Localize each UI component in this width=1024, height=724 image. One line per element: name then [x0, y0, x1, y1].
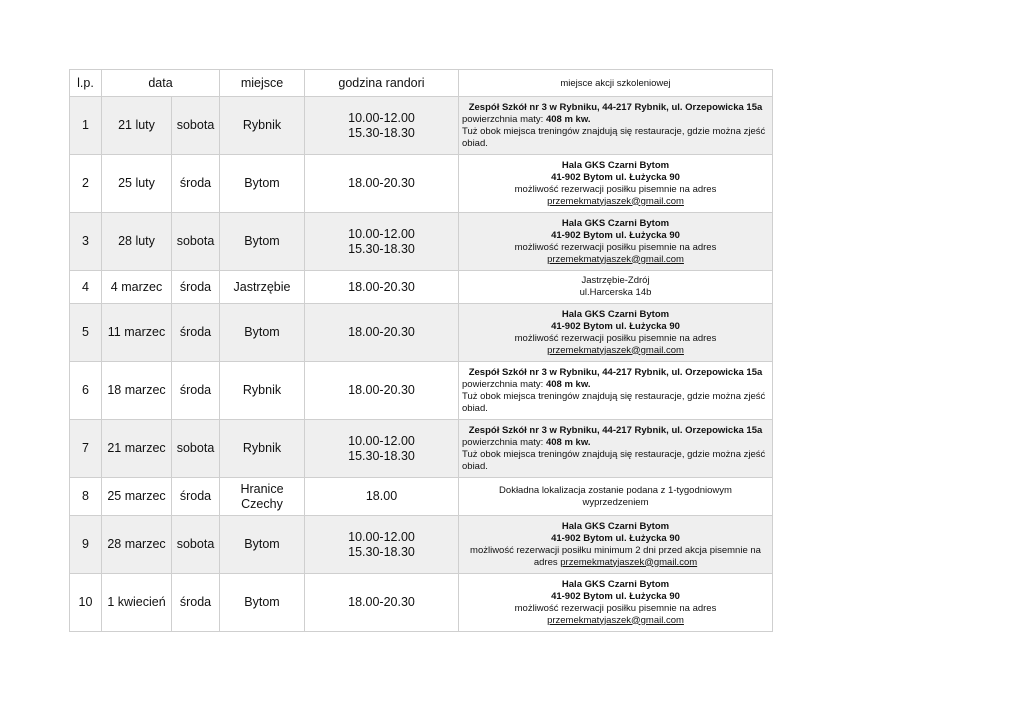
location-note: możliwość rezerwacji posiłku pisemnie na adres	[514, 183, 717, 195]
row-location	[459, 271, 773, 304]
row-city: Bytom	[220, 516, 305, 574]
location-note: możliwość rezerwacji posiłku pisemnie na adres	[514, 602, 717, 614]
location-note: Tuż obok miejsca treningów znajdują się restauracje, gdzie można zjeść obiad.	[462, 448, 766, 472]
row-location	[459, 420, 773, 478]
area-label: powierzchnia maty:	[462, 378, 546, 390]
row-time	[305, 155, 459, 213]
location-note: możliwość rezerwacji posiłku pisemnie na adres	[514, 332, 717, 344]
row-day: środa	[172, 304, 220, 362]
time-line-2: 15.30-18.30	[348, 241, 415, 256]
location-title: Zespół Szkół nr 3 w Rybniku, 44-217 Rybnik, ul. Orzepowicka 15a	[468, 101, 763, 113]
area-value: 408 m kw.	[545, 378, 591, 390]
row-day: sobota	[172, 420, 220, 478]
row-location	[459, 155, 773, 213]
time-line-1: 18.00-20.30	[348, 595, 415, 609]
header-lp: l.p.	[70, 70, 102, 97]
table-row	[70, 304, 773, 362]
location-note-2	[462, 557, 769, 569]
row-location	[459, 574, 773, 632]
row-city: Bytom	[220, 213, 305, 271]
header-data: data	[102, 70, 220, 97]
row-location	[459, 213, 773, 271]
table-row	[70, 213, 773, 271]
row-time	[305, 516, 459, 574]
location-email[interactable]: przemekmatyjaszek@gmail.com	[547, 253, 684, 265]
location-email[interactable]: przemekmatyjaszek@gmail.com	[547, 614, 684, 626]
location-email[interactable]: przemekmatyjaszek@gmail.com	[560, 556, 698, 568]
row-city: Jastrzębie	[220, 271, 305, 304]
row-date: 25 luty	[102, 155, 172, 213]
row-time	[305, 362, 459, 420]
row-location	[459, 478, 773, 516]
table-row	[70, 574, 773, 632]
location-area	[462, 114, 769, 126]
header-akcja: miejsce akcji szkoleniowej	[459, 70, 773, 97]
row-date: 18 marzec	[102, 362, 172, 420]
row-lp: 7	[70, 420, 102, 478]
time-line-1: 18.00-20.30	[348, 279, 415, 294]
row-date: 4 marzec	[102, 271, 172, 304]
row-day: sobota	[172, 97, 220, 155]
row-lp: 10	[70, 574, 102, 632]
row-time	[305, 213, 459, 271]
location-line-1: Dokładna lokalizacja zostanie podana z 1-tygodniowym	[499, 484, 732, 496]
row-lp: 2	[70, 155, 102, 213]
location-address: 41-902 Bytom ul. Łużycka 90	[551, 229, 680, 241]
row-city: Rybnik	[220, 97, 305, 155]
row-city: Rybnik	[220, 362, 305, 420]
row-time	[305, 304, 459, 362]
time-line-1: 10.00-12.00	[348, 226, 415, 241]
time-line-2: 15.30-18.30	[348, 544, 415, 559]
row-city: Bytom	[220, 574, 305, 632]
row-city: Rybnik	[220, 420, 305, 478]
row-city	[220, 478, 305, 516]
row-lp: 3	[70, 213, 102, 271]
row-time	[305, 271, 459, 304]
row-city: Bytom	[220, 155, 305, 213]
time-line-1: 10.00-12.00	[348, 110, 415, 125]
row-day: środa	[172, 478, 220, 516]
row-lp: 9	[70, 516, 102, 574]
row-lp: 5	[70, 304, 102, 362]
row-date: 11 marzec	[102, 304, 172, 362]
header-row	[70, 70, 773, 97]
row-day: środa	[172, 271, 220, 304]
row-lp: 6	[70, 362, 102, 420]
location-line-2: wyprzedzeniem	[582, 496, 649, 508]
location-email[interactable]: przemekmatyjaszek@gmail.com	[547, 195, 684, 207]
area-value: 408 m kw.	[545, 113, 591, 125]
note-prefix: adres	[533, 556, 561, 568]
row-day: środa	[172, 574, 220, 632]
table-row	[70, 362, 773, 420]
row-time	[305, 420, 459, 478]
row-date: 28 marzec	[102, 516, 172, 574]
city-line-2: Czechy	[241, 496, 283, 511]
location-address: 41-902 Bytom ul. Łużycka 90	[551, 532, 680, 544]
location-name: Hala GKS Czarni Bytom	[561, 578, 670, 590]
row-lp: 1	[70, 97, 102, 155]
row-city: Bytom	[220, 304, 305, 362]
location-line-1: Jastrzębie-Zdrój	[581, 275, 650, 286]
time-line-1: 10.00-12.00	[348, 529, 415, 544]
time-line-1: 10.00-12.00	[348, 433, 415, 448]
location-line-2: ul.Harcerska 14b	[579, 287, 652, 298]
location-name: Hala GKS Czarni Bytom	[561, 217, 670, 229]
area-value: 408 m kw.	[545, 436, 591, 448]
time-line-1: 18.00-20.30	[348, 325, 415, 339]
row-time	[305, 574, 459, 632]
location-note: możliwość rezerwacji posiłku pisemnie na adres	[514, 241, 717, 253]
location-email[interactable]: przemekmatyjaszek@gmail.com	[547, 344, 684, 356]
location-title: Zespół Szkół nr 3 w Rybniku, 44-217 Rybnik, ul. Orzepowicka 15a	[468, 424, 763, 436]
row-date: 25 marzec	[102, 478, 172, 516]
row-date: 21 marzec	[102, 420, 172, 478]
table-row	[70, 271, 773, 304]
area-label: powierzchnia maty:	[462, 113, 546, 125]
table-row	[70, 97, 773, 155]
location-address: 41-902 Bytom ul. Łużycka 90	[551, 590, 680, 602]
row-time	[305, 97, 459, 155]
location-name: Hala GKS Czarni Bytom	[561, 308, 670, 320]
schedule-table	[69, 69, 773, 632]
location-note: Tuż obok miejsca treningów znajdują się restauracje, gdzie można zjeść obiad.	[462, 125, 766, 149]
row-lp: 4	[70, 271, 102, 304]
time-line-1: 18.00	[365, 489, 398, 503]
table-row	[70, 420, 773, 478]
city-line-1: Hranice	[240, 481, 284, 496]
location-address: 41-902 Bytom ul. Łużycka 90	[551, 320, 680, 332]
location-name: Hala GKS Czarni Bytom	[561, 159, 670, 171]
header-godzina: godzina randori	[305, 70, 459, 97]
location-title: Zespół Szkół nr 3 w Rybniku, 44-217 Rybnik, ul. Orzepowicka 15a	[468, 366, 763, 378]
location-area	[462, 437, 769, 449]
row-day: środa	[172, 155, 220, 213]
time-line-1: 18.00-20.30	[348, 383, 415, 397]
location-note: Tuż obok miejsca treningów znajdują się restauracje, gdzie można zjeść obiad.	[462, 390, 766, 414]
time-line-2: 15.30-18.30	[348, 448, 415, 463]
row-location	[459, 362, 773, 420]
row-location	[459, 97, 773, 155]
time-line-1: 18.00-20.30	[348, 176, 415, 190]
row-date: 28 luty	[102, 213, 172, 271]
area-label: powierzchnia maty:	[462, 436, 546, 448]
location-area	[462, 379, 769, 391]
time-line-2: 15.30-18.30	[348, 125, 415, 140]
header-miejsce: miejsce	[220, 70, 305, 97]
row-time	[305, 478, 459, 516]
row-day: sobota	[172, 213, 220, 271]
table-row	[70, 155, 773, 213]
location-name: Hala GKS Czarni Bytom	[561, 520, 670, 532]
row-date: 21 luty	[102, 97, 172, 155]
table-row	[70, 516, 773, 574]
row-lp: 8	[70, 478, 102, 516]
row-location	[459, 304, 773, 362]
location-note: możliwość rezerwacji posiłku minimum 2 dni przed akcja pisemnie na	[470, 544, 761, 556]
row-day: sobota	[172, 516, 220, 574]
row-location	[459, 516, 773, 574]
location-address: 41-902 Bytom ul. Łużycka 90	[551, 171, 680, 183]
row-day: środa	[172, 362, 220, 420]
row-date: 1 kwiecień	[102, 574, 172, 632]
table-row	[70, 478, 773, 516]
